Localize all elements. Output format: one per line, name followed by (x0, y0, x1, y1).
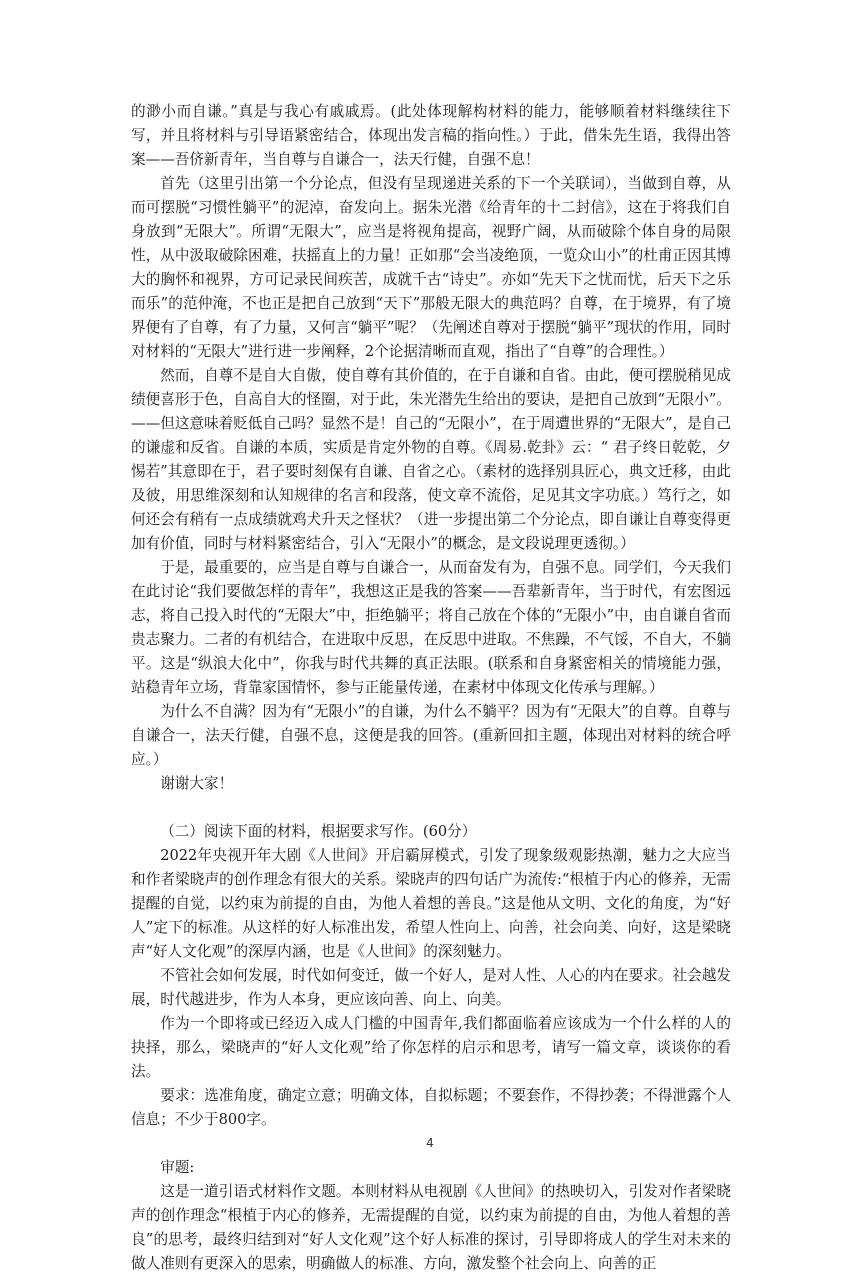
section-gap (131, 796, 731, 820)
page-number: 4 (426, 1136, 434, 1150)
paragraph-third-point: 于是，最重要的，应当是自尊与自谦合一，从而奋发有为，自强不息。同学们，今天我们在此讨论“我们要做怎样的青年”，我想这正是我的答案——吾辈新青年，当于时代，有宏图远志，将自己投入时代的“无限大”中，拒绝躺平；将自己放在个体的“无限小”中，由自谦自省而贵志聚力。二者的有机结合，在进取中反思，在反思中进取。不焦躁，不气馁，不自大，不躺平。这是“纵浪大化中”，你我与时代共舞的真正法眼。(联系和自身紧密相关的情境能力强，站稳青年立场，背靠家国情怀，参与正能量传递，在素材中体现文化传承与理解。） (131, 559, 731, 696)
document-body (131, 100, 731, 1276)
section-heading: （二）阅读下面的材料，根据要求写作。(60分） (160, 823, 477, 840)
material-paragraph-2: 不管社会如何发展，时代如何变迁，做一个好人，是对人性、人心的内在要求。社会越发展，时代越进步，作为人本身，更应该向善、向上、向美。 (131, 967, 731, 1008)
analysis-heading: 审题: (160, 1159, 195, 1176)
material-paragraph-3: 作为一个即将或已经迈入成人门槛的中国青年,我们都面临着应该成为一个什么样的人的抉择，那么，梁晓声的“好人文化观”给了你怎样的启示和思考，请写一篇文章，谈谈你的看法。 (131, 1015, 731, 1080)
paragraph-thanks: 谢谢大家！ (160, 775, 234, 792)
paragraph-second-point: 然而，自尊不是自大自傲，使自尊有其价值的，在于自谦和自省。由此，便可摆脱稍见成绩便喜形于色，自高自大的怪圈，对于此，朱光潜先生给出的要诀，是把自己放到“无限小”。——但这意味着贬低自己吗？显然不是！自己的“无限小”，在于周遭世界的“无限大”，是自己的谦虚和反省。自谦的本质，实质是肯定外物的自尊。《周易.乾卦》云：“ 君子终日乾乾，夕惕若”其意即在于，君子要时刻保有自谦、自省之心。（素材的选择别具匠心，典文迁移，由此及彼，用思维深刻和认知规律的名言和段落，使文章不流俗，足见其文字功底。）笃行之，如何还会有稍有一点成绩就鸡犬升天之怪状？（进一步提出第二个分论点，即自谦让自尊变得更加有价值，同时与材料紧密结合，引入“无限小”的概念，是文段说理更透彻。） (131, 367, 731, 552)
paragraph-conclusion: 为什么不自满？因为有“无限小”的自谦，为什么不躺平？因为有“无限大”的自尊。自尊与自谦合一，法天行健，自强不息，这便是我的回答。(重新回扣主题，体现出对材料的统合呼应。） (131, 703, 731, 768)
paragraph-continuation: 的渺小而自谦。”真是与我心有戚戚焉。(此处体现解构材料的能力，能够顺着材料继续往下写，并且将材料与引导语紧密结合，体现出发言稿的指向性。）于此，借朱先生语，我得出答案——吾侪新青年，当自尊与自谦合一，法天行健，自强不息！ (131, 103, 731, 168)
requirements-paragraph: 要求：选准角度，确定立意；明确文体，自拟标题；不要套作，不得抄袭；不得泄露个人信息；不少于800字。 (131, 1087, 731, 1128)
material-paragraph-1: 2022年央视开年大剧《人世间》开启霸屏模式，引发了现象级观影热潮，魅力之大应当和作者梁晓声的创作理念有很大的关系。梁晓声的四句话广为流传:“根植于内心的修养，无需提醒的自觉，以约束为前提的自由，为他人着想的善良。”这是他从文明、文化的角度，为“好人”定下的标准。从这样的好人标准出发，希望人性向上、向善，社会向美、向好，这是梁晓声“好人文化观”的深厚内涵，也是《人世间》的深刻魅力。 (131, 847, 731, 960)
analysis-paragraph: 这是一道引语式材料作文题。本则材料从电视剧《人世间》的热映切入，引发对作者梁晓声的创作理念“根植于内心的修养，无需提醒的自觉，以约束为前提的自由，为他人着想的善良”的思考，最终归结到对“好人文化观”这个好人标准的探讨，引导即将成人的学生对未来的做人准则有更深入的思索，明确做人的标准、方向，激发整个社会向上、向善的正 (131, 1183, 731, 1272)
paragraph-first-point: 首先（这里引出第一个分论点，但没有呈现递进关系的下一个关联词），当做到自尊，从而可摆脱“习惯性躺平”的泥淖，奋发向上。据朱光潜《给青年的十二封信》，这在于将我们自身放到“无限大”。所谓“无限大”，应当是将视角提高，视野广阔，从而破除个体自身的局限性，从中汲取破除困难，扶摇直上的力量！正如那“会当凌绝顶，一览众山小”的杜甫正因其博大的胸怀和视界，方可记录民间疾苦，成就千古“诗史”。亦如“先天下之忧而忧，后天下之乐而乐”的范仲淹，不也正是把自己放到“天下”那般无限大的典范吗？自尊，在于境界，有了境界便有了自尊，有了力量，又何言“躺平”呢？（先阐述自尊对于摆脱“躺平”现状的作用，同时对材料的“无限大”进行进一步阐释，2个论据清晰而直观，指出了“自尊”的合理性。） (131, 175, 731, 360)
